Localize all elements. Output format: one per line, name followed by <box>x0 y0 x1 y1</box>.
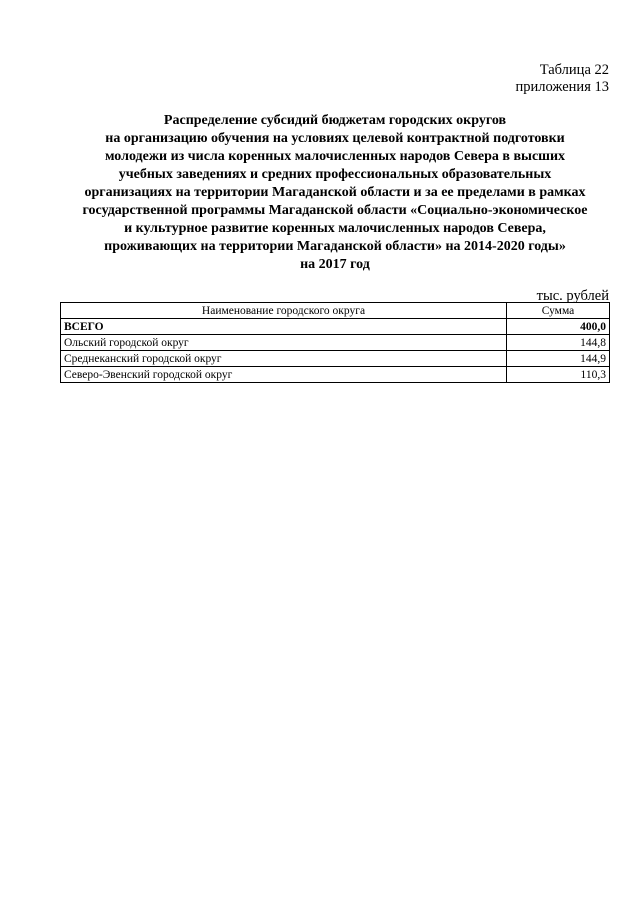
table-row <box>61 351 610 367</box>
title-line: молодежи из числа коренных малочисленных народов Севера в высших <box>104 149 566 164</box>
title-line: учебных заведениях и средних профессиональных образовательных <box>118 167 552 182</box>
district-sum-cell: 110,3 <box>507 367 610 383</box>
total-name-cell: ВСЕГО <box>61 319 507 335</box>
title-line: на организацию обучения на условиях целевой контрактной подготовки <box>105 131 565 146</box>
table-reference <box>516 62 609 96</box>
title-line: государственной программы Магаданской области «Социально-экономическое <box>82 203 588 218</box>
table-row <box>61 367 610 383</box>
table-row-total <box>61 319 610 335</box>
district-name-cell: Среднеканский городской округ <box>61 351 507 367</box>
title-line: проживающих на территории Магаданской области» на 2014-2020 годы» <box>104 239 566 254</box>
title-line: на 2017 год <box>300 257 370 272</box>
title-line: и культурное развитие коренных малочисленных народов Севера, <box>124 221 546 236</box>
units-label: тыс. рублей <box>536 288 609 304</box>
district-sum-cell: 144,8 <box>507 335 610 351</box>
district-name-cell: Ольский городской округ <box>61 335 507 351</box>
document-title <box>40 112 630 274</box>
table-row <box>61 335 610 351</box>
column-header-name: Наименование городского округа <box>61 303 507 319</box>
table-header-row <box>61 303 610 319</box>
appendix-label: приложения 13 <box>515 79 609 95</box>
subsidy-table <box>60 302 610 383</box>
total-sum-cell: 400,0 <box>507 319 610 335</box>
title-line: организациях на территории Магаданской области и за ее пределами в рамках <box>84 185 586 200</box>
district-name-cell: Северо-Эвенский городской округ <box>61 367 507 383</box>
column-header-sum: Сумма <box>507 303 610 319</box>
district-sum-cell: 144,9 <box>507 351 610 367</box>
table-number-label: Таблица 22 <box>539 62 609 78</box>
title-line: Распределение субсидий бюджетам городских округов <box>163 113 507 128</box>
